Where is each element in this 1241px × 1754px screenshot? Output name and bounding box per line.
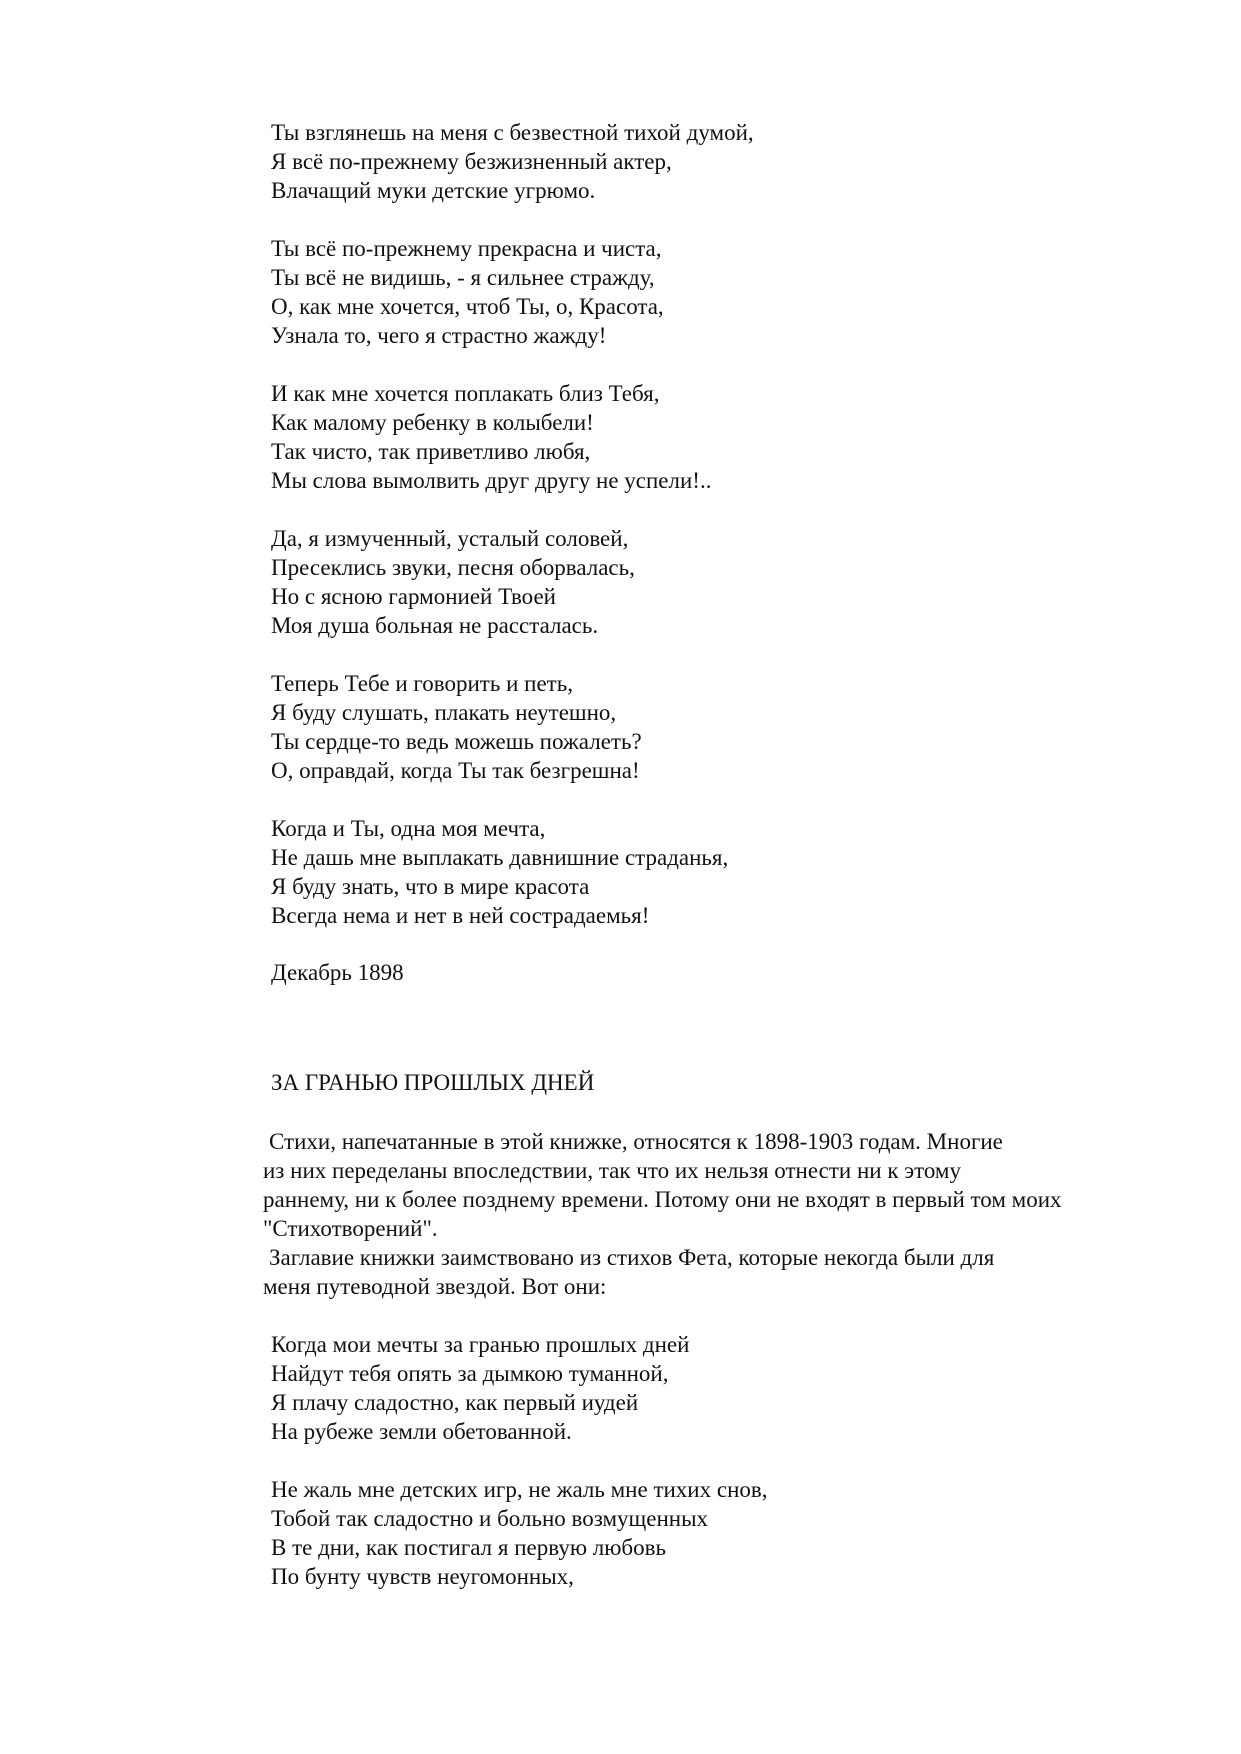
quote-line: Когда мои мечты за гранью прошлых дней: [271, 1332, 690, 1357]
poem-line: Теперь Тебе и говорить и петь,: [271, 671, 573, 696]
quote-line: На рубеже земли обетованной.: [271, 1419, 572, 1444]
intro-line: Заглавие книжки заимствовано из стихов Фета, которые некогда были для: [269, 1245, 995, 1270]
poem-line: Я буду слушать, плакать неутешно,: [271, 700, 617, 725]
quote-line: По бунту чувств неугомонных,: [271, 1564, 574, 1589]
intro-line: Стихи, напечатанные в этой книжке, относятся к 1898-1903 годам. Многие: [269, 1129, 1003, 1154]
intro-line: раннему, ни к более позднему времени. Потому они не входят в первый том моих: [263, 1187, 1062, 1212]
quote-line: В те дни, как постигал я первую любовь: [271, 1535, 666, 1560]
poem-line: Влачащий муки детские угрюмо.: [271, 178, 596, 203]
poem-line: Пресеклись звуки, песня оборвалась,: [271, 555, 635, 580]
quote-line: Найдут тебя опять за дымкою туманной,: [271, 1361, 669, 1386]
poem-line: Моя душа больная не рассталась.: [271, 613, 599, 638]
poem-line: Да, я измученный, усталый соловей,: [271, 526, 629, 551]
intro-line: из них переделаны впоследствии, так что их нельзя отнести ни к этому: [263, 1158, 961, 1183]
poem-line: Как малому ребенку в колыбели!: [271, 410, 594, 435]
quote-line: Не жаль мне детских игр, не жаль мне тихих снов,: [271, 1477, 768, 1502]
poem-line: Я всё по-прежнему безжизненный актер,: [271, 149, 672, 174]
intro-line: "Стихотворений".: [263, 1216, 438, 1241]
poem-line: Ты всё не видишь, - я сильнее стражду,: [271, 265, 655, 290]
poem-line: И как мне хочется поплакать близ Тебя,: [271, 381, 660, 406]
section-title: ЗА ГРАНЬЮ ПРОШЛЫХ ДНЕЙ: [271, 1070, 595, 1095]
poem-date: Декабрь 1898: [271, 960, 404, 985]
quote-line: Тобой так сладостно и больно возмущенных: [271, 1506, 709, 1531]
poem-line: Ты сердце-то ведь можешь пожалеть?: [271, 729, 642, 754]
poem-line: Но с ясною гармонией Твоей: [271, 584, 556, 609]
intro-line: меня путеводной звездой. Вот они:: [263, 1274, 607, 1299]
poem-line: Узнала то, чего я страстно жажду!: [271, 323, 607, 348]
poem-line: Когда и Ты, одна моя мечта,: [271, 816, 546, 841]
poem-line: О, оправдай, когда Ты так безгрешна!: [271, 758, 640, 783]
poem-line: Мы слова вымолвить друг другу не успели!..: [271, 468, 712, 493]
poem-line: Я буду знать, что в мире красота: [271, 874, 590, 899]
quote-line: Я плачу сладостно, как первый иудей: [271, 1390, 639, 1415]
poem-line: Не дашь мне выплакать давнишние страданья,: [271, 845, 729, 870]
poem-line: Ты взглянешь на меня с безвестной тихой думой,: [271, 120, 754, 145]
poem-line: Так чисто, так приветливо любя,: [271, 439, 591, 464]
poem-line: Ты всё по-прежнему прекрасна и чиста,: [271, 236, 662, 261]
poem-line: Всегда нема и нет в ней сострадаемья!: [271, 903, 650, 928]
poem-line: О, как мне хочется, чтоб Ты, о, Красота,: [271, 294, 664, 319]
